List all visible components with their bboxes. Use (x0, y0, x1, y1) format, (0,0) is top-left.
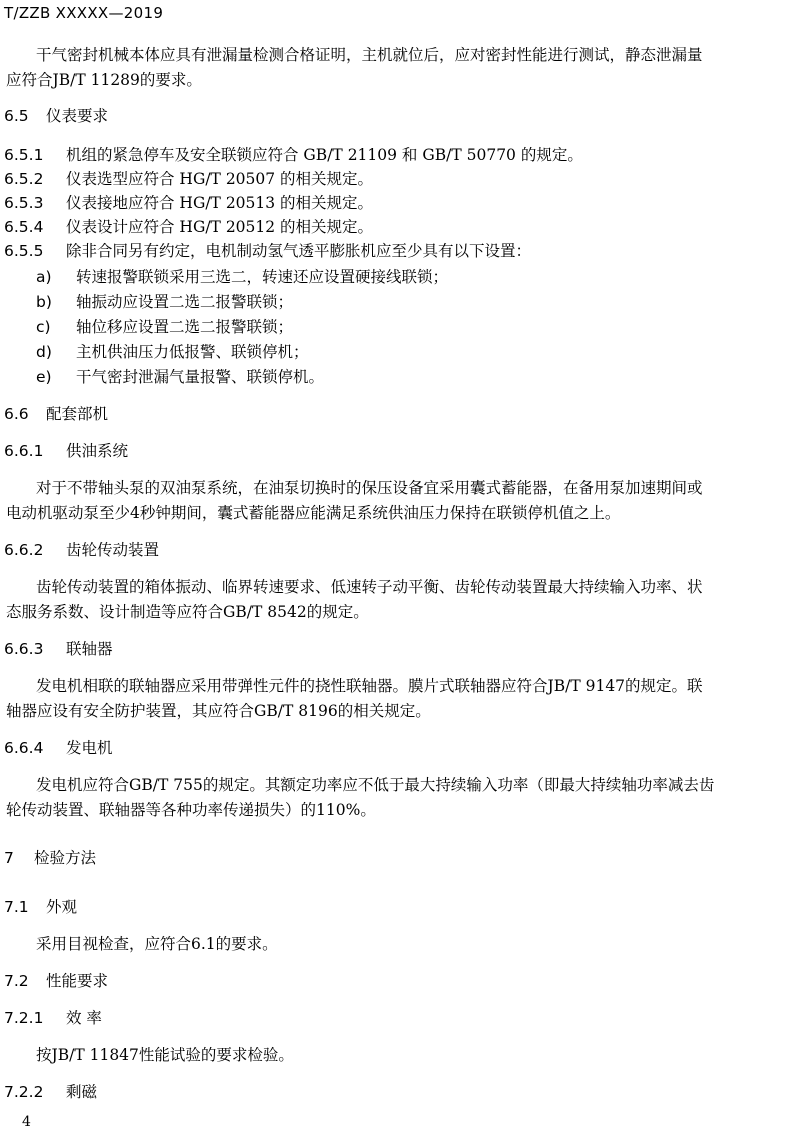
section-title: 性能要求 (46, 972, 109, 990)
list-text: 轴振动应设置二选二报警联锁； (76, 293, 294, 311)
list-item (36, 268, 448, 286)
section-title: 仪表要求 (46, 107, 109, 125)
subsection-heading-7-2-1 (4, 1009, 102, 1027)
list-text: 干气密封泄漏气量报警、联锁停机。 (76, 368, 325, 386)
document-id-header: T/ZZB XXXXX—2019 (4, 4, 164, 22)
clause-number: 6.5.5 (4, 242, 44, 260)
list-item (36, 318, 293, 336)
list-marker: e) (36, 368, 52, 386)
section-number: 7.1 (4, 898, 29, 916)
subsection-heading-6-6-4 (4, 739, 113, 757)
list-item (36, 293, 293, 311)
list-text: 转速报警联锁采用三选二，转速还应设置硬接线联锁； (76, 268, 449, 286)
clause-number: 6.5.1 (4, 146, 44, 164)
section-title: 剩磁 (66, 1083, 98, 1101)
section-title: 联轴器 (66, 640, 113, 658)
section-title: 发电机 (66, 739, 113, 757)
clause-text: 仪表接地应符合 HG/T 20513 的相关规定。 (66, 194, 374, 212)
section-title: 外观 (46, 898, 78, 916)
list-marker: a) (36, 268, 52, 286)
paragraph-line: 干气密封机械本体应具有泄漏量检测合格证明，主机就位后，应对密封性能进行测试，静态泄漏量 (36, 46, 703, 64)
clause-6-5-4 (4, 218, 373, 236)
list-marker: c) (36, 318, 51, 336)
section-number: 6.6.1 (4, 442, 44, 460)
section-number: 7.2.2 (4, 1083, 44, 1101)
clause-text: 机组的紧急停车及安全联锁应符合 GB/T 21109 和 GB/T 50770 的规定。 (66, 146, 583, 164)
section-number: 7 (4, 849, 14, 867)
paragraph-line: 发电机应符合GB/T 755的规定。其额定功率应不低于最大持续输入功率（即最大持续轴功率减去齿 (36, 776, 715, 794)
clause-6-5-1 (4, 146, 583, 164)
section-number: 6.6.2 (4, 541, 44, 559)
section-title: 供油系统 (66, 442, 129, 460)
list-marker: d) (36, 343, 52, 361)
paragraph-line: 齿轮传动装置的箱体振动、临界转速要求、低速转子动平衡、齿轮传动装置最大持续输入功率、状 (36, 578, 703, 596)
section-title: 效 率 (66, 1009, 102, 1027)
paragraph-line: 应符合JB/T 11289的要求。 (6, 71, 202, 89)
clause-number: 6.5.3 (4, 194, 44, 212)
paragraph-line: 按JB/T 11847性能试验的要求检验。 (36, 1046, 294, 1064)
clause-text: 除非合同另有约定，电机制动氢气透平膨胀机应至少具有以下设置： (66, 242, 532, 260)
section-number: 6.5 (4, 107, 29, 125)
paragraph-line: 对于不带轴头泵的双油泵系统，在油泵切换时的保压设备宜采用囊式蓄能器，在备用泵加速期间或 (36, 479, 703, 497)
section-heading-6-6 (4, 405, 108, 423)
section-title: 齿轮传动装置 (66, 541, 160, 559)
clause-6-5-2 (4, 170, 373, 188)
subsection-heading-6-6-3 (4, 640, 113, 658)
page-number: 4 (22, 1114, 31, 1130)
section-number: 6.6.4 (4, 739, 44, 757)
subsection-heading-6-6-1 (4, 442, 128, 460)
clause-number: 6.5.4 (4, 218, 44, 236)
clause-text: 仪表设计应符合 HG/T 20512 的相关规定。 (66, 218, 374, 236)
subsection-heading-7-2-2 (4, 1083, 97, 1101)
list-text: 主机供油压力低报警、联锁停机； (76, 343, 309, 361)
clause-6-5-5 (4, 242, 531, 260)
list-text: 轴位移应设置二选二报警联锁； (76, 318, 294, 336)
chapter-heading-7 (4, 849, 96, 867)
section-heading-7-1 (4, 898, 77, 916)
clause-number: 6.5.2 (4, 170, 44, 188)
paragraph-line: 发电机相联的联轴器应采用带弹性元件的挠性联轴器。膜片式联轴器应符合JB/T 9147的规定。联 (36, 677, 703, 695)
list-item (36, 368, 324, 386)
paragraph-line: 电动机驱动泵至少4秒钟期间，囊式蓄能器应能满足系统供油压力保持在联锁停机值之上。 (6, 504, 621, 522)
list-marker: b) (36, 293, 52, 311)
paragraph-line: 态服务系数、设计制造等应符合GB/T 8542的规定。 (6, 603, 369, 621)
section-heading-7-2 (4, 972, 108, 990)
subsection-heading-6-6-2 (4, 541, 159, 559)
section-number: 6.6 (4, 405, 29, 423)
section-number: 7.2 (4, 972, 29, 990)
section-number: 7.2.1 (4, 1009, 44, 1027)
section-number: 6.6.3 (4, 640, 44, 658)
section-heading-6-5 (4, 107, 108, 125)
paragraph-line: 采用目视检查，应符合6.1的要求。 (36, 935, 278, 953)
paragraph-line: 轴器应设有安全防护装置，其应符合GB/T 8196的相关规定。 (6, 702, 431, 720)
list-item (36, 343, 309, 361)
paragraph-line: 轮传动装置、联轴器等各种功率传递损失）的110%。 (6, 801, 376, 819)
section-title: 检验方法 (34, 849, 97, 867)
clause-6-5-3 (4, 194, 373, 212)
section-title: 配套部机 (46, 405, 109, 423)
clause-text: 仪表选型应符合 HG/T 20507 的相关规定。 (66, 170, 374, 188)
